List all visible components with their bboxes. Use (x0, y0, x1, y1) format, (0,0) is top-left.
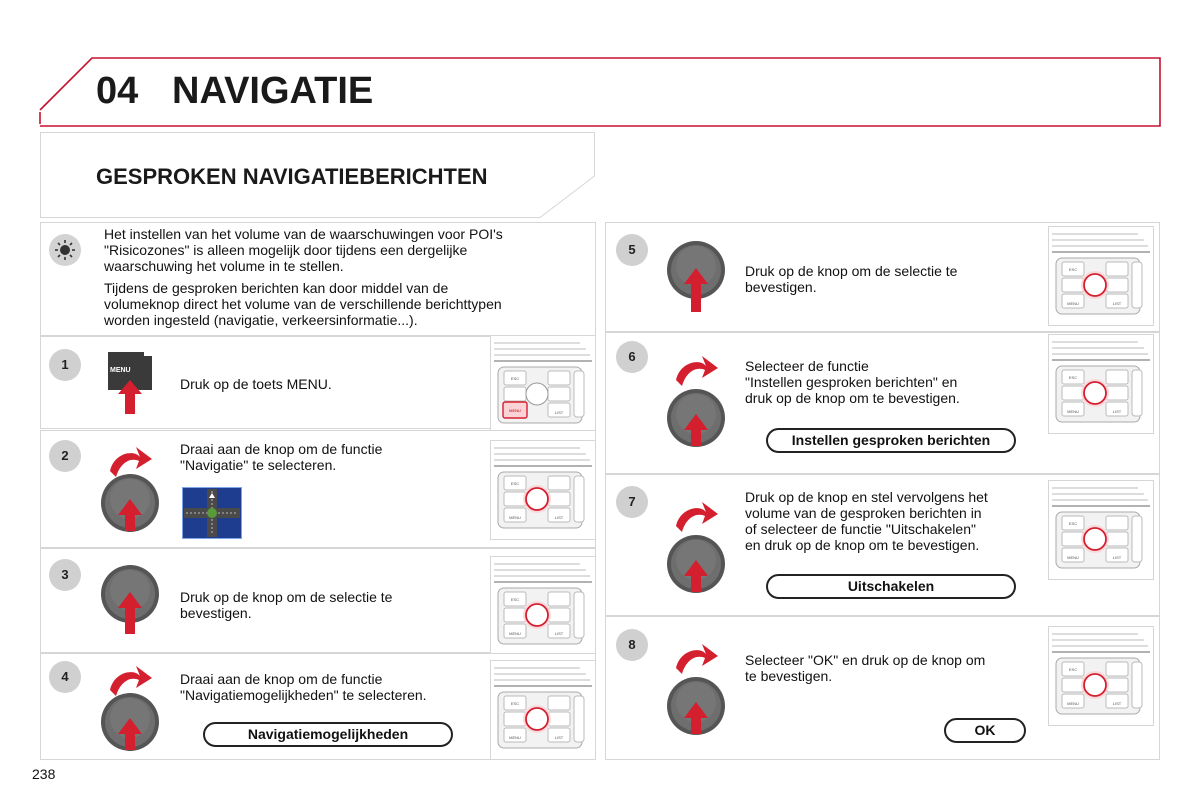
step-number: 1 (49, 349, 81, 381)
section-title: GESPROKEN NAVIGATIEBERICHTEN (96, 164, 488, 189)
svg-text:ESC: ESC (510, 701, 520, 706)
svg-text:MENU: MENU (509, 631, 521, 636)
console-thumbnail (1048, 626, 1154, 726)
svg-text:MENU: MENU (1067, 555, 1079, 560)
svg-text:ESC: ESC (1068, 667, 1078, 672)
svg-text:ESC: ESC (1068, 267, 1078, 272)
step-number: 6 (616, 341, 648, 373)
option-instellen-gesproken-berichten: Instellen gesproken berichten (766, 428, 1016, 453)
step-6-text: Selecteer de functie "Instellen gesproken berichten" en druk op de knop om te bevestigen. (745, 358, 960, 406)
step-7-text: Druk op de knop en stel vervolgens het volume van de gesproken berichten in of selecteer de functie "Uitschakelen" en druk op de knop om te bevestigen. (745, 489, 988, 553)
svg-text:MENU: MENU (509, 515, 521, 520)
svg-text:ESC: ESC (1068, 521, 1078, 526)
chapter-number: 04 (96, 70, 139, 112)
svg-text:MENU: MENU (1067, 301, 1079, 306)
step-number: 5 (616, 234, 648, 266)
step-1-text: Druk op de toets MENU. (180, 376, 332, 392)
svg-text:ESC: ESC (510, 376, 520, 381)
info-paragraph-2: Tijdens de gesproken berichten kan door middel van de volumeknop direct het volume van de verschillende berichttypen worden ingesteld (navigatie, verkeersinformatie...). (104, 280, 502, 328)
svg-text:LIST: LIST (554, 631, 564, 636)
rotate-knob-icon (100, 660, 160, 752)
step-5-text: Druk op de knop om de selectie te bevestigen. (745, 263, 958, 295)
option-uitschakelen: Uitschakelen (766, 574, 1016, 599)
menu-key-icon (102, 350, 158, 416)
step-number: 4 (49, 661, 81, 693)
info-paragraph-1: Het instellen van het volume van de waarschuwingen voor POI's "Risicozones" is alleen mogelijk door tijdens een dergelijke waarschuwing het volume in te stellen. (104, 226, 503, 274)
step-8-text: Selecteer "OK" en druk op de knop om te bevestigen. (745, 652, 986, 684)
svg-text:ESC: ESC (510, 597, 520, 602)
step-number: 3 (49, 559, 81, 591)
rotate-knob-icon (666, 350, 726, 448)
chapter-title: NAVIGATIE (172, 70, 374, 112)
console-thumbnail (490, 335, 596, 435)
step-3-text: Druk op de knop om de selectie te bevestigen. (180, 589, 393, 621)
step-number: 8 (616, 629, 648, 661)
svg-text:MENU: MENU (1067, 409, 1079, 414)
svg-text:MENU: MENU (509, 735, 521, 740)
light-tip-icon (49, 234, 81, 266)
svg-text:MENU: MENU (1067, 701, 1079, 706)
svg-text:LIST: LIST (554, 735, 564, 740)
rotate-knob-icon (666, 638, 726, 736)
rotate-knob-icon (100, 441, 160, 533)
press-knob-icon (666, 240, 726, 316)
console-thumbnail (490, 660, 596, 760)
svg-text:LIST: LIST (1112, 301, 1122, 306)
press-knob-icon (100, 564, 160, 636)
step-2-text: Draai aan de knop om de functie "Navigatie" te selecteren. (180, 441, 383, 473)
svg-text:LIST: LIST (1112, 701, 1122, 706)
option-ok: OK (944, 718, 1026, 743)
svg-text:LIST: LIST (554, 515, 564, 520)
svg-text:MENU: MENU (110, 367, 131, 374)
option-navigatiemogelijkheden: Navigatiemogelijkheden (203, 722, 453, 747)
svg-text:LIST: LIST (1112, 555, 1122, 560)
console-thumbnail (1048, 480, 1154, 580)
svg-text:MENU: MENU (509, 408, 521, 413)
svg-text:ESC: ESC (510, 481, 520, 486)
console-thumbnail (1048, 334, 1154, 434)
step-4-text: Draai aan de knop om de functie "Navigatiemogelijkheden" te selecteren. (180, 671, 427, 703)
page-number: 238 (32, 766, 56, 782)
svg-text:LIST: LIST (554, 410, 564, 415)
rotate-knob-icon (666, 496, 726, 594)
console-thumbnail (490, 440, 596, 540)
step-number: 7 (616, 486, 648, 518)
svg-text:ESC: ESC (1068, 375, 1078, 380)
navigation-crossroad-icon (182, 487, 242, 539)
console-thumbnail (490, 556, 596, 656)
svg-text:LIST: LIST (1112, 409, 1122, 414)
step-number: 2 (49, 440, 81, 472)
console-thumbnail (1048, 226, 1154, 326)
